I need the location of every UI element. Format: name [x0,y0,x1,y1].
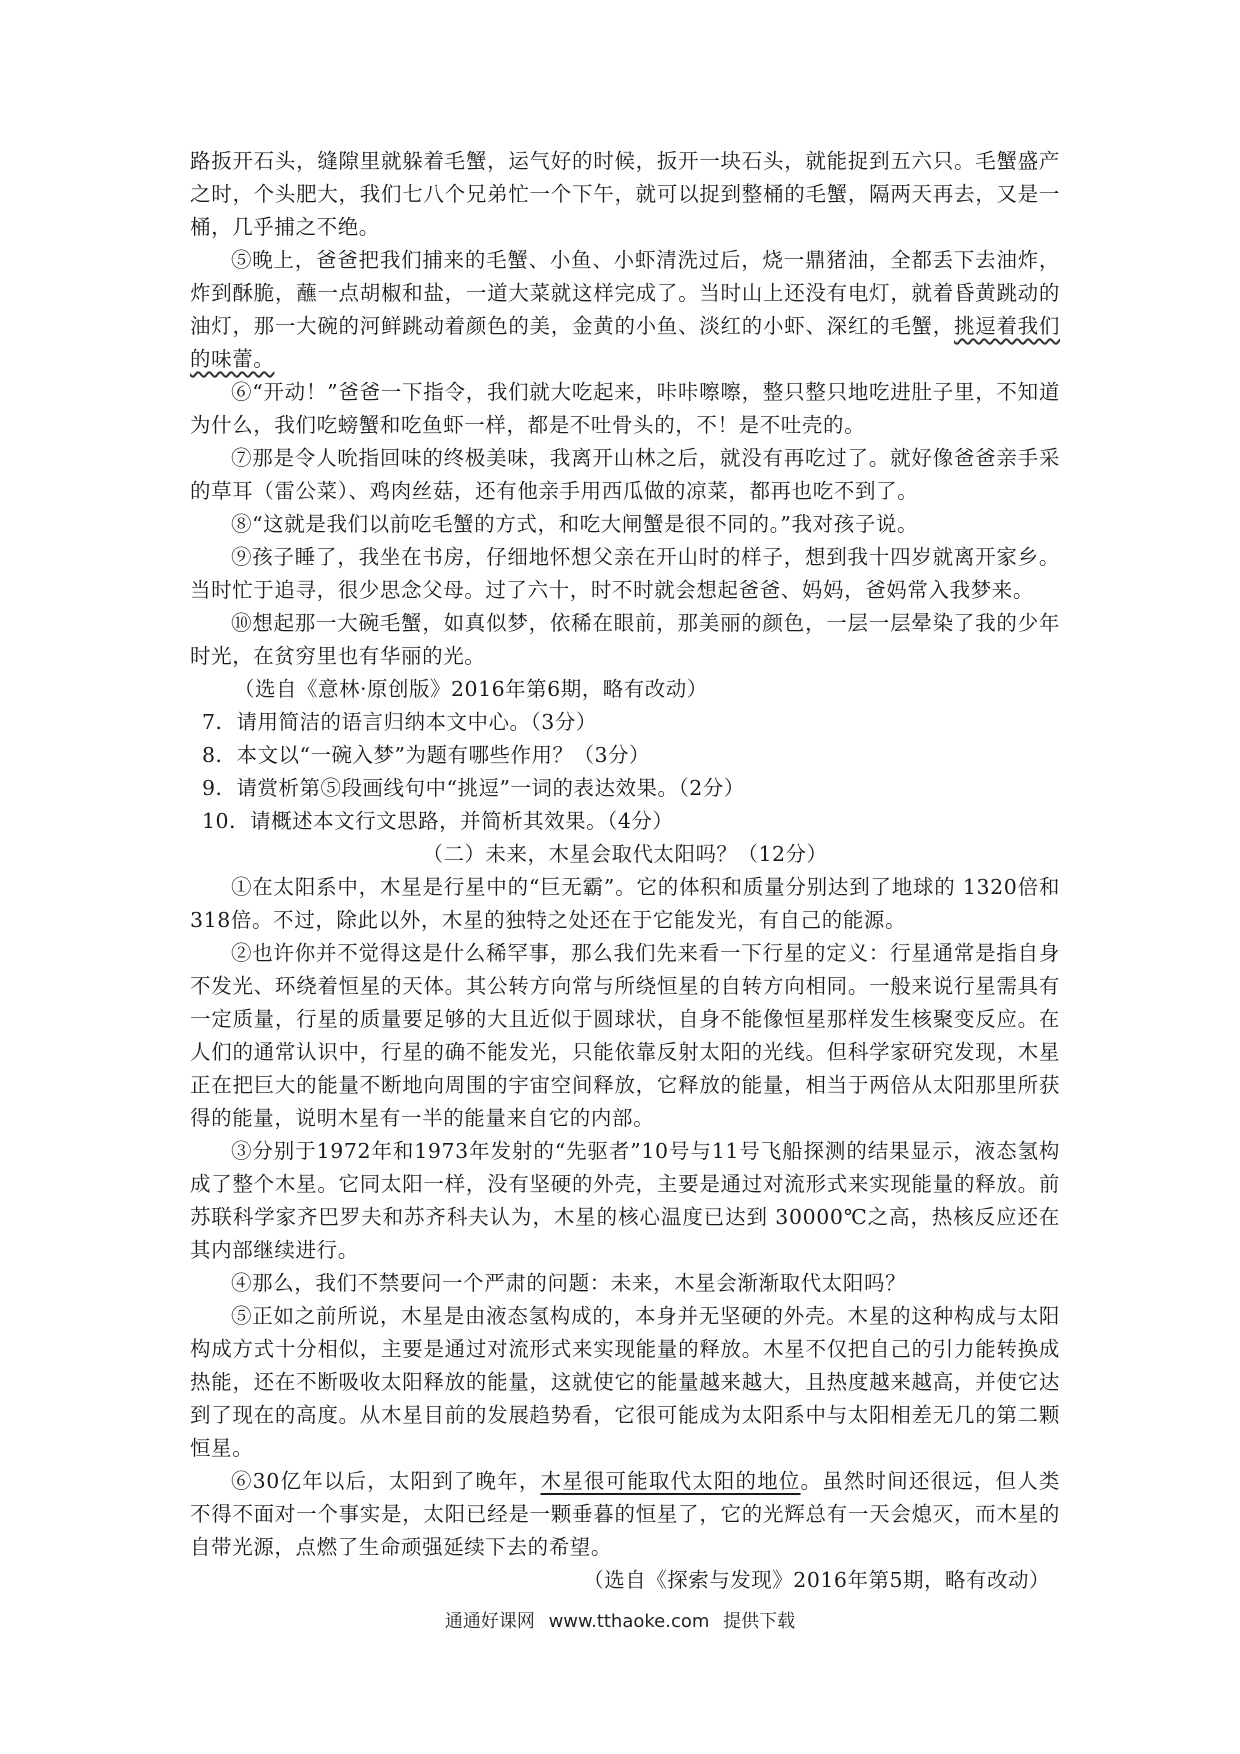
passage-two-source: （选自《探索与发现》2016年第5期，略有改动） [583,1568,1050,1592]
paragraph-6-text-a: ⑥30亿年以后，太阳到了晚年， [231,1469,541,1493]
footer-suffix: 提供下载 [723,1611,796,1632]
passage-one-source: （选自《意林·原创版》2016年第6期，略有改动） [234,677,708,701]
paragraph-9: ⑨孩子睡了，我坐在书房，仔细地怀想父亲在开山时的样子，想到我十四岁就离开家乡。当时忙于追寻，很少思念父母。过了六十，时不时就会想起爸爸、妈妈，爸妈常入我梦来。 [190,545,1060,602]
passage-two-paragraph-6 [190,1465,1060,1564]
paragraph-8: ⑧“这就是我们以前吃毛蟹的方式，和吃大闸蟹是很不同的。”我对孩子说。 [231,512,919,536]
passage-two-paragraph-1: ①在太阳系中，木星是行星中的“巨无霸”。它的体积和质量分别达到了地球的 1320倍和318倍。不过，除此以外，木星的独特之处还在于它能发光，有自己的能源。 [190,875,1060,932]
paragraph-continuation: 路扳开石头，缝隙里就躲着毛蟹，运气好的时候，扳开一块石头，就能捉到五六只。毛蟹盛产之时，个头肥大，我们七八个兄弟忙一个下午，就可以捉到整桶的毛蟹，隔两天再去，又是一桶，几乎捕之不绝。 [190,149,1060,239]
paragraph-5-text: ⑤晚上，爸爸把我们捕来的毛蟹、小鱼、小虾清洗过后，烧一鼎猪油，全都丢下去油炸，炸到酥脆，蘸一点胡椒和盐，一道大菜就这样完成了。当时山上还没有电灯，就着昏黄跳动的油灯，那一大碗的河鲜跳动着颜色的美，金黄的小鱼、淡红的小虾、深红的毛蟹， [190,248,1060,338]
passage-one [190,145,1060,1597]
question-7: 7．请用简洁的语言归纳本文中心。（3分） [202,710,597,734]
passage-two-paragraph-3: ③分别于1972年和1973年发射的“先驱者”10号与11号飞船探测的结果显示，液态氢构成了整个木星。它同太阳一样，没有坚硬的外壳，主要是通过对流形式来实现能量的释放。前苏联科学家齐巴罗夫和苏齐科夫认为，木星的核心温度已达到 30000℃之高，热核反应还在其内部继续进行。 [190,1139,1060,1262]
passage-two-paragraph-4: ④那么，我们不禁要问一个严肃的问题：未来，木星会渐渐取代太阳吗？ [231,1271,907,1295]
page-footer [0,1607,1240,1633]
passage-two-paragraph-2: ②也许你并不觉得这是什么稀罕事，那么我们先来看一下行星的定义：行星通常是指自身不发光、环绕着恒星的天体。其公转方向常与所绕恒星的自转方向相同。一般来说行星需具有一定质量，行星的质量要足够的大且近似于圆球状，自身不能像恒星那样发生核聚变反应。在人们的通常认识中，行星的确不能发光，只能依靠反射太阳的光线。但科学家研究发现，木星正在把巨大的能量不断地向周围的宇宙空间释放，它释放的能量，相当于两倍从太阳那里所获得的能量，说明木星有一半的能量来自它的内部。 [190,941,1060,1130]
paragraph-5 [190,244,1060,376]
question-9: 9．请赏析第⑤段画线句中“挑逗”一词的表达效果。（2分） [202,776,745,800]
paragraph-6-underlined: 木星很可能取代太阳的地位 [540,1469,801,1493]
question-10: 10．请概述本文行文思路，并简析其效果。（4分） [202,809,674,833]
question-8: 8．本文以“一碗入梦”为题有哪些作用？（3分） [202,743,651,767]
paragraph-5-wavy-underlined: 挑逗着我们的味蕾。 [190,314,1060,371]
paragraph-6: ⑥“开动！”爸爸一下指令，我们就大吃起来，咔咔嚓嚓，整只整只地吃进肚子里，不知道为什么，我们吃螃蟹和吃鱼虾一样，都是不吐骨头的，不！是不吐壳的。 [190,380,1060,437]
passage-two-title: （二）未来，木星会取代太阳吗？（12分） [422,842,828,866]
paragraph-7: ⑦那是令人吮指回味的终极美味，我离开山林之后，就没有再吃过了。就好像爸爸亲手采的草耳（雷公菜）、鸡肉丝菇，还有他亲手用西瓜做的凉菜，都再也吃不到了。 [190,446,1060,503]
passage-two-paragraph-5: ⑤正如之前所说，木星是由液态氢构成的，本身并无坚硬的外壳。木星的这种构成与太阳构成方式十分相似，主要是通过对流形式来实现能量的释放。木星不仅把自己的引力能转换成热能，还在不断吸收太阳释放的能量，这就使它的能量越来越大，且热度越来越高，并使它达到了现在的高度。从木星目前的发展趋势看，它很可能成为太阳系中与太阳相差无几的第二颗恒星。 [190,1304,1060,1460]
paragraph-10: ⑩想起那一大碗毛蟹，如真似梦，依稀在眼前，那美丽的颜色，一层一层晕染了我的少年时光，在贫穷里也有华丽的光。 [190,611,1060,668]
footer-url[interactable]: www.tthaoke.com [548,1611,710,1632]
paragraph-6-text-b: 。虽然时间还很远，但人类不得不面对一个事实是，太阳已经是一颗垂暮的恒星了，它的光辉总有一天会熄灭，而木星的自带光源，点燃了生命顽强延续下去的希望。 [190,1469,1060,1559]
footer-site-name: 通通好课网 [444,1611,535,1632]
